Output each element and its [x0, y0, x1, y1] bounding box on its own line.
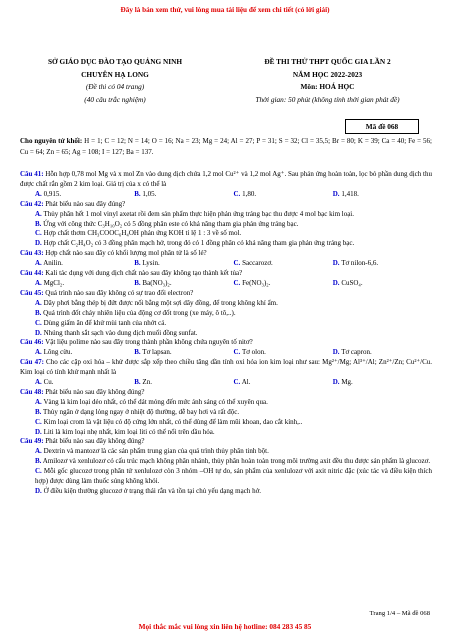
answer-option	[134, 279, 233, 289]
question-stem	[20, 338, 432, 348]
option-letter: C.	[233, 278, 241, 287]
exam-code-box: Mã đề 068	[345, 119, 419, 134]
answer-option	[35, 418, 432, 428]
option-letter: B.	[134, 348, 141, 357]
answer-options	[20, 259, 432, 269]
question-number: Câu 48:	[20, 387, 44, 396]
question-stem	[20, 170, 432, 190]
option-letter: D.	[332, 259, 340, 268]
answer-option	[134, 348, 233, 358]
option-text: CuSO₄.	[341, 278, 363, 287]
answer-option	[134, 259, 233, 269]
option-letter: D.	[35, 328, 42, 337]
question-item	[20, 269, 432, 289]
answer-options	[20, 210, 432, 250]
option-text: Ở điều kiện thường glucozơ ở trạng thái rắn và tồn tại chủ yếu dạng mạch hở.	[43, 487, 262, 495]
option-letter: A.	[35, 209, 42, 218]
option-letter: B.	[35, 407, 42, 416]
option-letter: C.	[233, 259, 241, 268]
option-text: MgCl₂.	[43, 278, 65, 287]
answer-option	[234, 348, 333, 358]
option-text: Tơ capron.	[341, 348, 372, 357]
option-text: Zn.	[142, 378, 152, 387]
atomic-masses-text: H = 1; C = 12; N = 14; O = 16; Na = 23; Mg = 24; Al = 27; P = 31; S = 32; Cl = 35,5; Br = 80; K = 39; Ca = 40; Fe = 56; Cu = 64; Zn = 65; Ag = 108; I = 127; Ba = 137.	[20, 137, 432, 156]
option-letter: D.	[35, 487, 42, 495]
option-letter: B.	[134, 259, 141, 268]
option-letter: A.	[35, 348, 42, 357]
answer-option	[35, 348, 134, 358]
option-letter: C.	[35, 318, 42, 327]
option-letter: D.	[35, 239, 42, 248]
option-letter: A.	[35, 447, 42, 456]
answer-option	[333, 279, 432, 289]
answer-option	[35, 467, 432, 487]
option-letter: A.	[35, 298, 42, 307]
option-letter: B.	[35, 457, 42, 466]
answer-option	[234, 378, 333, 388]
question-item	[20, 388, 432, 438]
question-stem	[20, 200, 432, 210]
question-list	[20, 170, 432, 497]
answer-options	[20, 378, 432, 388]
question-number: Câu 47:	[20, 358, 44, 367]
question-item	[20, 249, 432, 269]
answer-option	[333, 259, 432, 269]
answer-option	[333, 190, 432, 200]
answer-option	[35, 220, 432, 230]
question-text: Quá trình nào sau đây không có sự trao đổi electron?	[43, 288, 194, 297]
option-letter: D.	[332, 378, 340, 387]
time-limit: Thời gian: 50 phút (không tính thời gian phát đề)	[255, 94, 400, 104]
answer-option	[234, 259, 333, 269]
answer-option	[234, 190, 333, 200]
question-item	[20, 358, 432, 388]
option-text: Lông cừu.	[43, 348, 73, 357]
question-stem	[20, 388, 432, 398]
question-number: Câu 43:	[20, 249, 44, 258]
question-item	[20, 200, 432, 250]
answer-option	[35, 319, 432, 329]
answer-option	[35, 259, 134, 269]
question-text: Cho các cặp oxi hóa – khử được sắp xếp theo chiều tăng dần tính oxi hóa ion kim loại như sau: Mg²⁺/Mg; Al³⁺/Al; Zn²⁺/Zn; Cu²⁺/Cu. Kim loại có tính khử mạnh nhất là	[20, 358, 432, 377]
answer-option	[35, 398, 432, 408]
subject: Môn: HOÁ HỌC	[300, 82, 355, 91]
option-letter: D.	[332, 189, 340, 198]
preview-banner: Đây là bản xem thử, vui lòng mua tài liệu để xem chi tiết (có lời giải)	[120, 6, 330, 14]
question-stem	[20, 289, 432, 299]
question-item	[20, 338, 432, 358]
option-letter: D.	[35, 427, 42, 436]
option-letter: A.	[35, 189, 42, 198]
question-stem	[20, 437, 432, 447]
option-text: Hợp chất thơm CH₃COOC₆H₄OH phản ứng KOH tỉ lệ 1 : 3 về số mol.	[43, 229, 242, 238]
answer-option	[134, 190, 233, 200]
question-count-note: (40 câu trắc nghiệm)	[84, 94, 146, 104]
answer-option	[333, 378, 432, 388]
option-text: Liti là kim loại nhẹ nhất, kim loại liti có thể nổi trên dầu hỏa.	[43, 427, 215, 436]
answer-option	[35, 329, 432, 339]
option-text: Thủy phân hết 1 mol vinyl axetat rồi đem sản phẩm thực hiện phản ứng tráng bạc thu được 4 mol bạc kim loại.	[43, 209, 355, 218]
option-letter: C.	[233, 348, 241, 357]
answer-options	[20, 398, 432, 438]
option-text: 1,05.	[142, 189, 157, 198]
question-item	[20, 170, 432, 200]
question-number: Câu 49:	[20, 437, 44, 446]
question-text: Phát biểu nào sau đây đúng?	[43, 199, 126, 208]
option-letter: C.	[233, 378, 241, 387]
option-text: Hợp chất C₂H₄O₂ có 3 đồng phân mạch hở, trong đó có 1 đồng phân có khả năng tham gia phản ứng tráng bạc.	[43, 239, 355, 248]
option-letter: A.	[35, 278, 42, 287]
answer-option	[35, 279, 134, 289]
option-text: Saccarozơ.	[242, 259, 273, 268]
option-letter: B.	[134, 278, 141, 287]
option-letter: C.	[35, 229, 42, 238]
option-text: Dây phơi bằng thép bị đứt được nối bằng một sợi dây đồng, để trong không khí ẩm.	[43, 298, 278, 307]
question-number: Câu 42:	[20, 199, 44, 208]
option-letter: B.	[35, 308, 42, 317]
school-header	[20, 56, 210, 106]
question-text: Phát biểu nào sau đây không đúng?	[43, 437, 145, 446]
option-text: Cu.	[43, 378, 54, 387]
school-year: NĂM HỌC 2022-2023	[292, 69, 363, 79]
question-number: Câu 45:	[20, 288, 44, 297]
answer-option	[35, 487, 432, 497]
question-item	[20, 437, 432, 496]
option-text: Vàng là kim loại dẻo nhất, có thể dát mỏng đến mức ánh sáng có thể xuyên qua.	[43, 397, 268, 406]
answer-option	[35, 299, 432, 309]
option-letter: B.	[134, 189, 141, 198]
option-letter: A.	[35, 397, 42, 406]
question-stem	[20, 249, 432, 259]
option-letter: D.	[332, 348, 340, 357]
answer-option	[35, 408, 432, 418]
exam-header	[225, 56, 430, 106]
option-text: Fe(NO₃)₂.	[242, 278, 271, 287]
answer-options	[20, 348, 432, 358]
answer-option	[35, 239, 432, 249]
option-text: Dextrin và mantozơ là các sản phẩm trung gian của quá trình thủy phân tinh bột.	[43, 447, 269, 456]
question-text: Kali tác dụng với dung dịch chất nào sau đây không tạo thành kết tủa?	[43, 269, 243, 278]
atomic-masses	[20, 136, 432, 157]
option-letter: C.	[35, 467, 42, 476]
question-number: Câu 46:	[20, 338, 44, 347]
option-letter: A.	[35, 378, 42, 387]
option-text: Tơ lapsan.	[142, 348, 172, 357]
exam-title: ĐỀ THI THỬ THPT QUỐC GIA LẦN 2	[264, 57, 391, 66]
option-letter: A.	[35, 259, 42, 268]
question-number: Câu 41:	[20, 170, 44, 178]
question-stem	[20, 269, 432, 279]
option-text: Kim loại crom là vật liệu có độ cứng lớn nhất, có thể dùng để làm mũi khoan, dao cắt kính,..	[43, 417, 303, 426]
option-text: Nhúng thanh sắt sạch vào dung dịch muối đồng sunfat.	[43, 328, 198, 337]
question-text: Vật liệu polime nào sau đây trong thành phần không chứa nguyên tố nitơ?	[43, 338, 253, 347]
option-text: Quá trình đốt cháy nhiên liệu của động cơ đốt trong (xe máy, ô tô,..).	[43, 308, 236, 317]
question-item	[20, 289, 432, 339]
option-text: Dùng giấm ăn để khử mùi tanh của nhớt cá.	[43, 318, 167, 327]
question-stem	[20, 358, 432, 378]
option-text: Tơ olon.	[241, 348, 266, 357]
option-letter: C.	[233, 189, 241, 198]
option-text: 1,80.	[242, 189, 257, 198]
option-text: Tơ nilon-6,6.	[341, 259, 379, 268]
option-letter: B.	[134, 378, 141, 387]
option-text: 0,915.	[43, 189, 62, 198]
answer-options	[20, 447, 432, 497]
question-text: Hợp chất nào sau đây có khối lượng mol phân tử là số lẻ?	[43, 249, 207, 258]
option-text: Al.	[241, 378, 251, 387]
option-text: Amilozơ và xenlulozơ có cấu trúc mạch không phân nhánh, thủy phân hoàn toàn trong môi trường axit đều thu được sản phẩm là glucozơ.	[42, 457, 431, 466]
answer-option	[35, 457, 432, 467]
answer-option	[134, 378, 233, 388]
page-count-note: (Đề thi có 04 trang)	[85, 82, 145, 91]
answer-option	[35, 428, 432, 438]
option-letter: C.	[35, 417, 42, 426]
option-text: Ứng với công thức C₃H₁₀O₂ có 5 đồng phân este có khả năng tham gia phản ứng tráng bạc.	[43, 219, 299, 228]
question-text: Hỗn hợp 0,78 mol Mg và x mol Zn vào dung dịch chứa 1,2 mol Cu²⁺ và 1,2 mol Ag⁺. Sau phản ứng hoàn toàn, lọc bỏ phần dung dịch thu được chất rắn gồm 2 kim loại. Giá trị của x có thể là	[20, 170, 432, 188]
answer-option	[333, 348, 432, 358]
page-footer: Trang 1/4 – Mã đề 068	[369, 610, 430, 617]
school-name: CHUYÊN HẠ LONG	[81, 69, 149, 79]
answer-option	[35, 309, 432, 319]
atomic-masses-label: Cho nguyên tử khối:	[20, 137, 83, 145]
option-text: Thủy ngân ở dạng lỏng ngay ở nhiệt độ thường, dễ bay hơi và rất độc.	[43, 407, 240, 416]
answer-option	[35, 229, 432, 239]
option-letter: D.	[332, 278, 340, 287]
option-text: Anilin.	[43, 259, 63, 268]
option-text: Mg.	[341, 378, 353, 387]
answer-options	[20, 279, 432, 289]
option-text: Mỗi gốc glucozơ trong phân tử xenlulozơ còn 3 nhóm –OH tự do, sản phẩm của xenlulozơ với axit nitric đặc (xúc tác và điều kiện thích hợp) được dùng làm thuốc súng không khói.	[35, 467, 432, 486]
hotline-banner: Mọi thắc mắc vui lòng xin liên hệ hotline: 084 283 45 85	[138, 622, 312, 631]
answer-option	[234, 279, 333, 289]
option-text: Ba(NO₃)₂.	[142, 278, 172, 287]
answer-option	[35, 378, 134, 388]
option-text: 1,418.	[341, 189, 359, 198]
answer-options	[20, 190, 432, 200]
answer-options	[20, 299, 432, 339]
answer-option	[35, 447, 432, 457]
question-number: Câu 44:	[20, 269, 44, 278]
answer-option	[35, 190, 134, 200]
option-letter: B.	[35, 219, 42, 228]
question-text: Phát biểu nào sau đây không đúng?	[43, 387, 145, 396]
option-text: Lysin.	[142, 259, 160, 268]
department-name: SỞ GIÁO DỤC ĐÀO TẠO QUẢNG NINH	[47, 57, 183, 66]
answer-option	[35, 210, 432, 220]
